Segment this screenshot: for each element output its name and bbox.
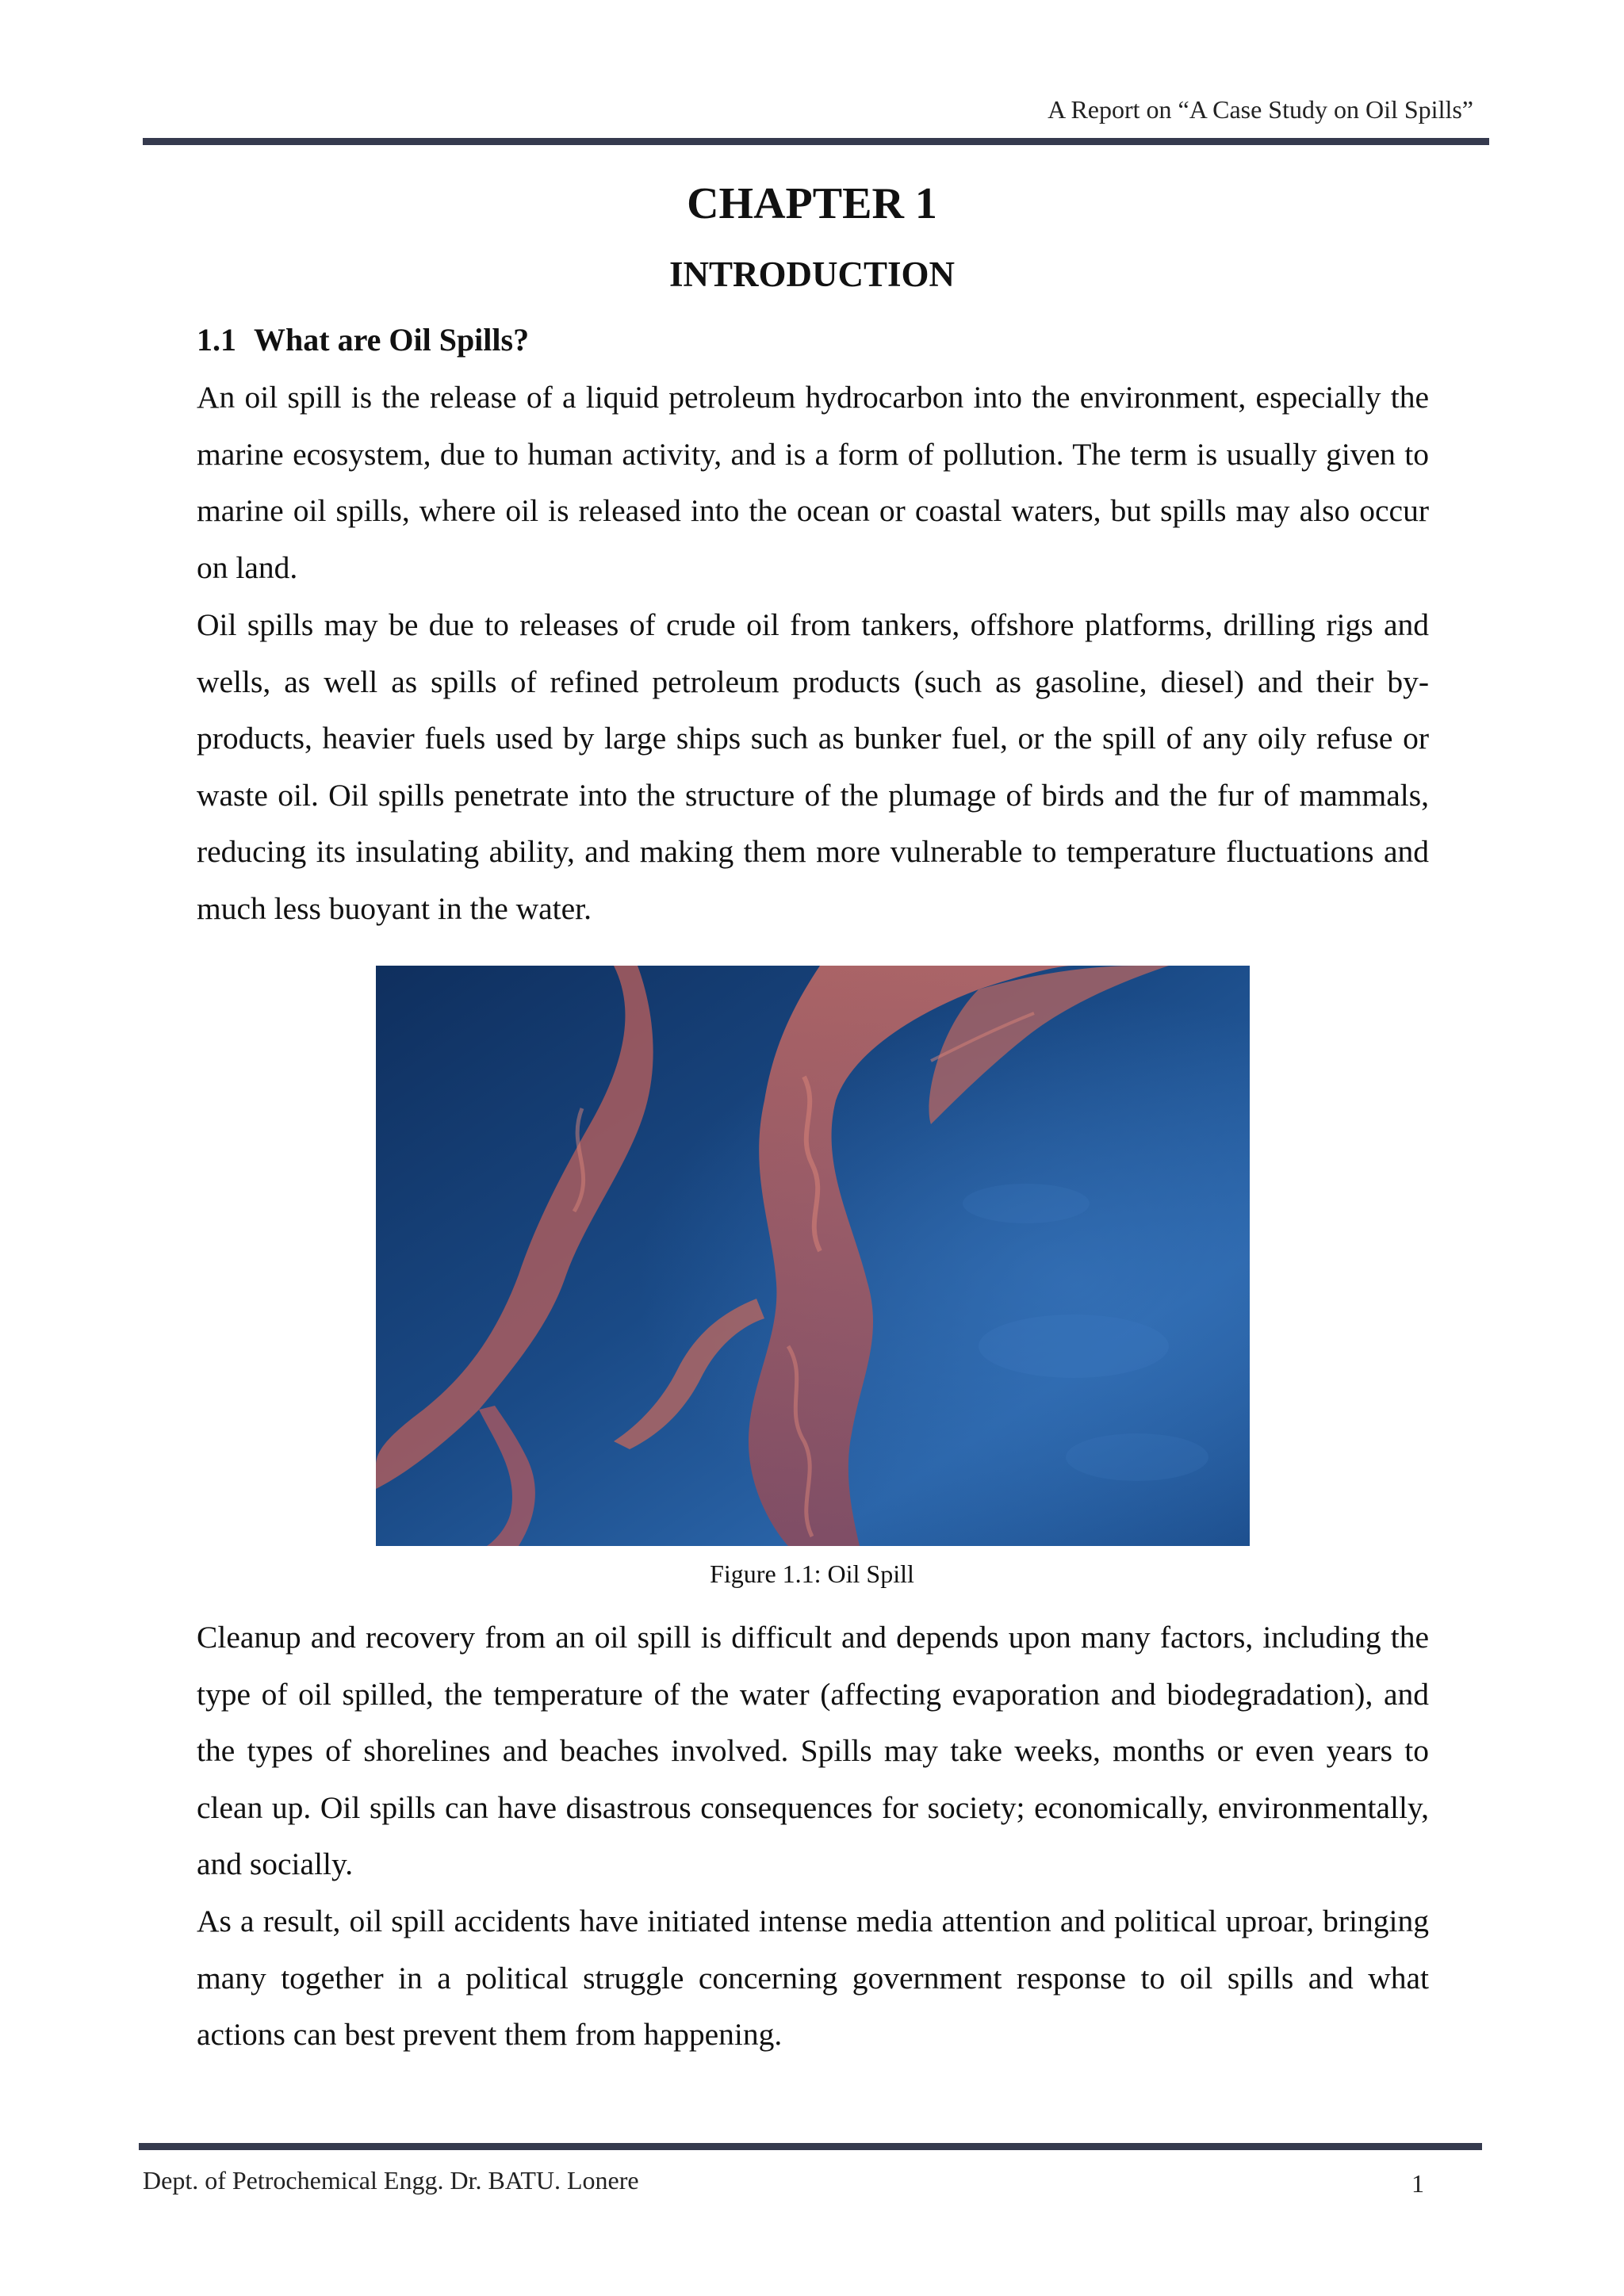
page-number: 1 (1411, 2169, 1424, 2198)
section-title: What are Oil Spills? (254, 322, 530, 358)
oil-spill-photo (376, 966, 1250, 1546)
figure-caption: Figure 1.1: Oil Spill (710, 1559, 914, 1588)
paragraph-response: As a result, oil spill accidents have initiated intense media attention and political uproar, bringing many together in a political struggle concerning government response to oil spills and what actions can best prevent them from happening. (197, 1904, 1429, 2052)
paragraph-cleanup: Cleanup and recovery from an oil spill is difficult and depends upon many factors, including the type of oil spilled, the temperature of the water (affecting evaporation and biodegradation), and the types of shorelines and beaches involved. Spills may take weeks, months or even years to clean up. Oil spills can have disastrous consequences for society; economically, environmentally, and socially. (197, 1620, 1429, 1881)
section-number: 1.1 (197, 322, 236, 358)
paragraph-causes: Oil spills may be due to releases of crude oil from tankers, offshore platforms, drilling rigs and wells, as well as spills of refined petroleum products (such as gasoline, diesel) and their by-products, heavier fuels used by large ships such as bunker fuel, or the spill of any oily refuse or waste oil. Oil spills penetrate into the structure of the plumage of birds and the fur of mammals, reducing its insulating ability, and making them more vulnerable to temperature fluctuations and much less buoyant in the water. (197, 607, 1429, 926)
header-running-title: A Report on “A Case Study on Oil Spills” (1048, 95, 1473, 124)
footer-department: Dept. of Petrochemical Engg. Dr. BATU. Lonere (143, 2166, 639, 2195)
footer-rule (139, 2143, 1482, 2150)
header-rule (143, 138, 1489, 145)
section-heading (197, 320, 529, 360)
chapter-label: CHAPTER 1 (687, 179, 937, 228)
paragraph-definition: An oil spill is the release of a liquid petroleum hydrocarbon into the environment, especially the marine ecosystem, due to human activity, and is a form of pollution. The term is usually given to marine oil spills, where oil is released into the ocean or coastal waters, but spills may also occur on land. (197, 380, 1429, 585)
chapter-title: INTRODUCTION (668, 254, 956, 294)
